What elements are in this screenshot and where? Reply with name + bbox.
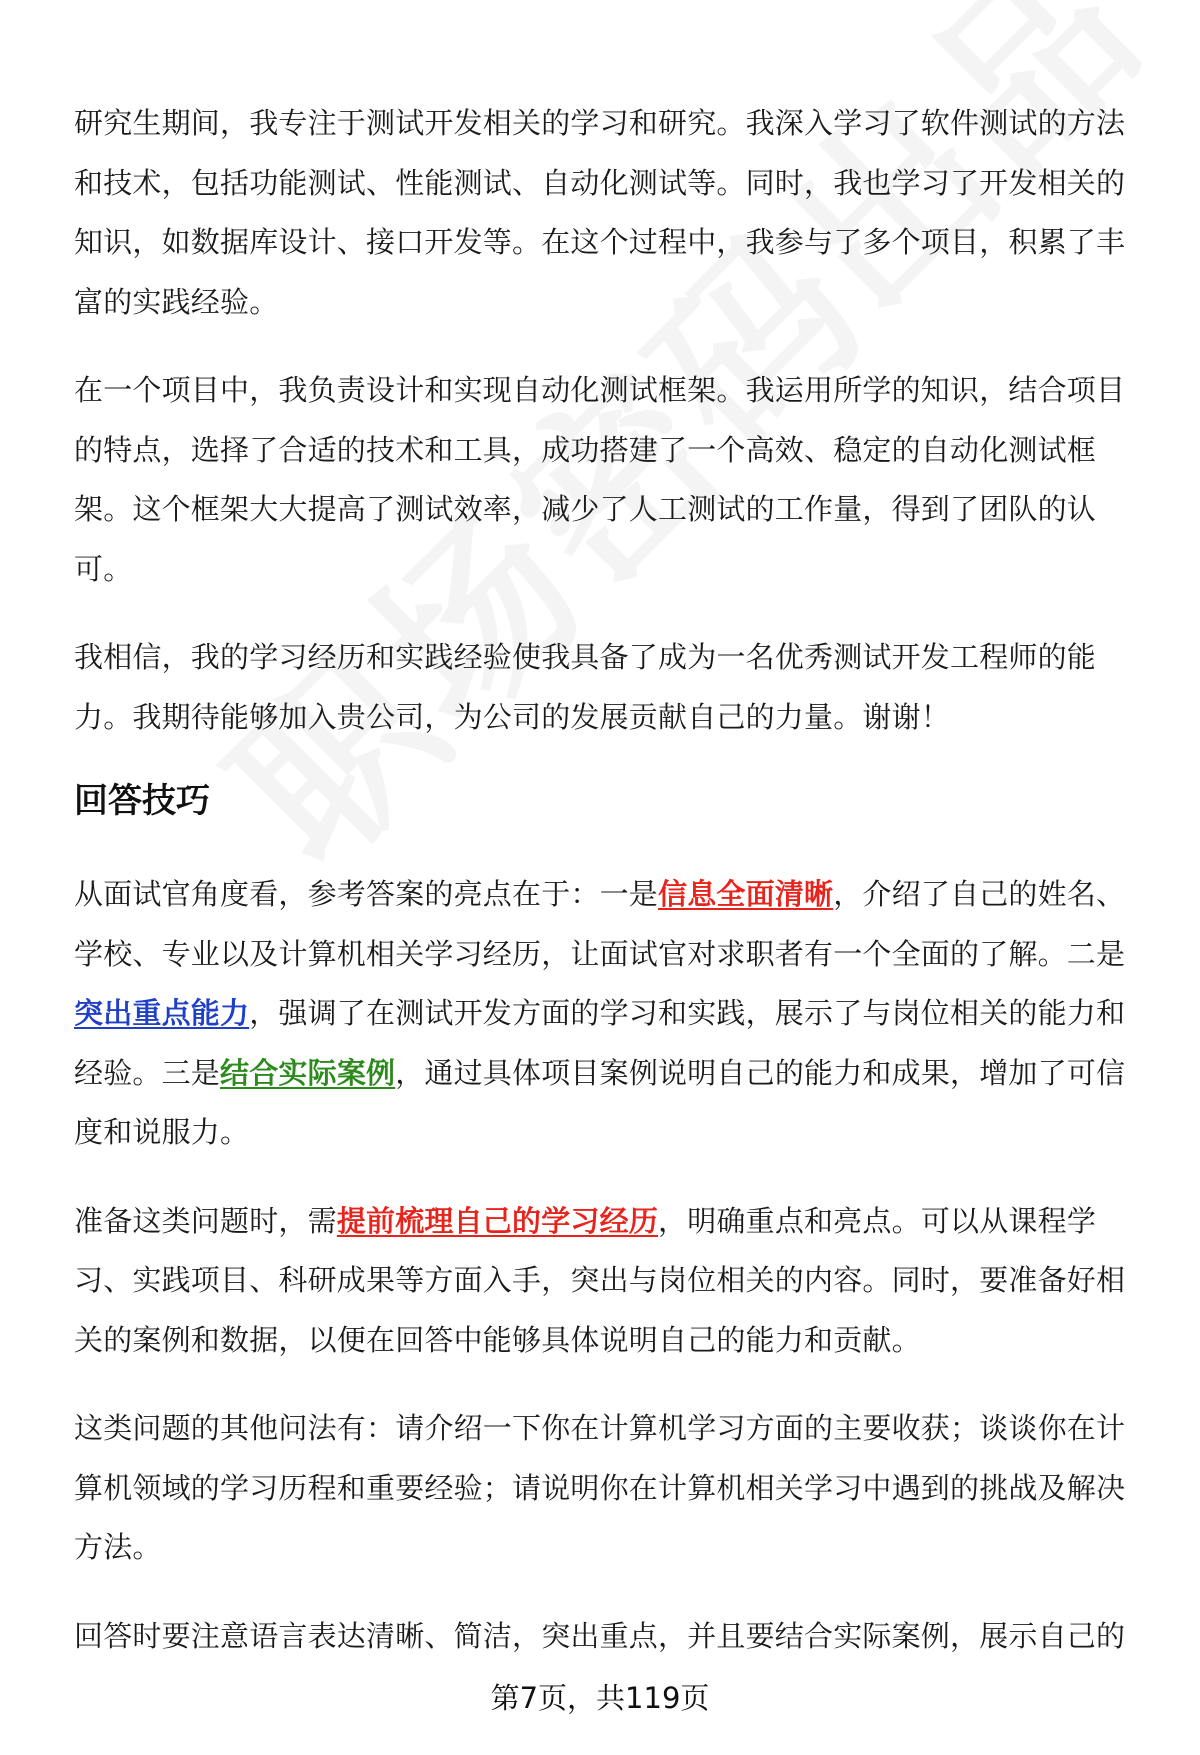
page-number: 第7页，共119页 bbox=[490, 1681, 710, 1715]
paragraph-study-experience: 研究生期间，我专注于测试开发相关的学习和研究。我深入学习了软件测试的方法和技术，包括功能测试、性能测试、自动化测试等。同时，我也学习了开发相关的知识，如数据库设计、接口开发等。在这个过程中，我参与了多个项目，积累了丰富的实践经验。 bbox=[74, 106, 1126, 319]
paragraph-alternative-questions: 这类问题的其他问法有：请介绍一下你在计算机学习方面的主要收获；谈谈你在计算机领域的学习历程和重要经验；请说明你在计算机相关学习中遇到的挑战及解决方法。 bbox=[74, 1411, 1126, 1564]
paragraph-text: ，强调了在测试开发方面的学习和实践，展示了与岗位相关的能力和经验。三是 bbox=[74, 996, 1126, 1090]
highlight-green: 结合实际案例 bbox=[220, 1055, 396, 1090]
paragraph-answer-notes: 回答时要注意语言表达清晰、简洁，突出重点，并且要结合实际案例，展示自己的 bbox=[74, 1618, 1126, 1653]
paragraph-closing: 我相信，我的学习经历和实践经验使我具备了成为一名优秀测试开发工程师的能力。我期待能够加入贵公司，为公司的发展贡献自己的力量。谢谢！ bbox=[74, 640, 1097, 734]
paragraph-text: ，明确重点和亮点。可以从课程学习、实践项目、科研成果等方面入手，突出与岗位相关的内容。同时，要准备好相关的案例和数据，以便在回答中能够具体说明自己的能力和贡献。 bbox=[74, 1203, 1126, 1357]
paragraph-text: 准备这类问题时，需 bbox=[74, 1203, 337, 1238]
paragraph-text: ，介绍了自己的姓名、学校、专业以及计算机相关学习经历，让面试官对求职者有一个全面的了解。二是 bbox=[74, 877, 1126, 971]
paragraph-text: 从面试官角度看，参考答案的亮点在于：一是 bbox=[74, 877, 659, 911]
paragraph-project-experience: 在一个项目中，我负责设计和实现自动化测试框架。我运用所学的知识，结合项目的特点，选择了合适的技术和工具，成功搭建了一个高效、稳定的自动化测试框架。这个框架大大提高了测试效率，减少了人工测试的工作量，得到了团队的认可。 bbox=[74, 373, 1126, 586]
document-body bbox=[74, 94, 1146, 1695]
section-heading-answer-tips: 回答技巧 bbox=[74, 781, 210, 821]
highlight-red: 提前梳理自己的学习经历 bbox=[336, 1203, 659, 1238]
highlight-red: 信息全面清晰 bbox=[658, 877, 834, 911]
highlight-blue: 突出重点能力 bbox=[74, 996, 250, 1030]
paragraph-highlights bbox=[74, 865, 1146, 1163]
paragraph-text: ，通过具体项目案例说明自己的能力和成果，增加了可信度和说服力。 bbox=[74, 1055, 1126, 1149]
paragraph-preparation bbox=[74, 1192, 1146, 1371]
